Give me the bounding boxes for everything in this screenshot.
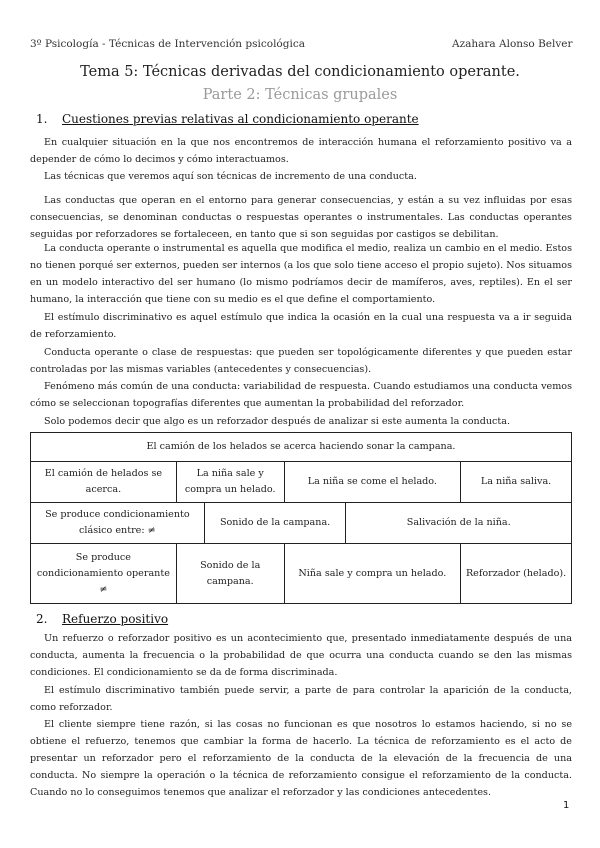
section-2-heading: [36, 612, 168, 626]
table-cell: Sonido de la campana.: [204, 503, 346, 544]
table-cell: La niña sale y compra un helado.: [176, 462, 284, 503]
header-author: Azahara Alonso Belver: [452, 38, 573, 50]
table-cell: Salivación de la niña.: [346, 503, 572, 544]
section-2-title: Refuerzo positivo: [62, 612, 169, 626]
paragraph: Conducta operante o clase de respuestas: que pueden ser topológicamente diferentes y que pueden estar controladas por las mismas variables (antecedentes y consecuencias).: [30, 347, 572, 375]
document-title: Tema 5: Técnicas derivadas del condicionamiento operante.: [80, 64, 520, 80]
header-course: 3º Psicología - Técnicas de Intervención psicológica: [30, 38, 305, 50]
paragraph: Las conductas que operan en el entorno para generar consecuencias, y están a su vez influidas por esas consecuencias, se denominan conductas o respuestas operantes o instrumentales. Las conductas operantes seguidas por reforzadores se fortaleceen, en tanto que si son seguidas por castigos se debilitan.: [30, 195, 572, 240]
paragraph: En cualquier situación en la que nos encontremos de interacción humana el reforzamiento positivo va a depender de cómo lo decimos y cómo interactuamos.: [30, 137, 572, 165]
table-row: [31, 503, 572, 544]
table-cell: Sonido de la campana.: [176, 544, 284, 604]
document-subtitle: Parte 2: Técnicas grupales: [202, 87, 398, 103]
table-row: [31, 433, 572, 462]
paragraph: El estímulo discriminativo es aquel estímulo que indica la ocasión en la cual una respuesta va a ir seguida de reforzamiento.: [30, 312, 572, 340]
table-cell: Se produce condicionamiento operante ≠: [31, 544, 177, 604]
paragraph: La conducta operante o instrumental es aquella que modifica el medio, realiza un cambio en el medio. Estos no tienen porqué ser externos, pueden ser internos (a los que solo tiene acceso el propio sujeto). Nos situamos en un modelo interactivo del ser humano (lo mismo podríamos decir de mamíferos, aves, reptiles). En el ser humano, la interacción que tiene con su medio es el que define el comportamiento.: [30, 243, 572, 305]
table-cell: Se produce condicionamiento clásico entre: ≠: [31, 503, 205, 544]
section-2-number: 2.: [36, 612, 48, 626]
conditioning-table: [30, 432, 572, 604]
table-row: [31, 462, 572, 503]
table-cell: La niña saliva.: [461, 462, 572, 503]
table-cell: Niña sale y compra un helado.: [284, 544, 461, 604]
paragraph: Un refuerzo o reforzador positivo es un acontecimiento que, presentado inmediatamente después de una conducta, aumenta la frecuencia o la probabilidad de que ocurra una conducta cuando se den las mismas condiciones. El condicionamiento se da de forma discriminada.: [30, 633, 572, 678]
section-1-heading: [36, 112, 419, 126]
paragraph: Las técnicas que veremos aquí son técnicas de incremento de una conducta.: [44, 171, 417, 182]
paragraph: El estímulo discriminativo también puede servir, a parte de para controlar la aparición de la conducta, como reforzador.: [30, 685, 572, 713]
paragraph: El cliente siempre tiene razón, si las cosas no funcionan es que nosotros lo estamos haciendo, si no se obtiene el refuerzo, tenemos que cambiar la forma de hacerlo. La técnica de reforzamiento es el acto de presentar un reforzador pero el reforzamiento de la conducta de la elevación de la frecuencia de una conducta. No siempre la operación o la técnica de reforzamiento consigue el reforzamiento de la conducta. Cuando no lo conseguimos tenemos que analizar el reforzador y las condiciones antecedentes.: [30, 719, 572, 798]
table-cell: El camión de los helados se acerca haciendo sonar la campana.: [31, 433, 572, 462]
table-row: [31, 544, 572, 604]
page-number: 1: [563, 800, 570, 811]
paragraph: Solo podemos decir que algo es un reforzador después de analizar si este aumenta la conducta.: [44, 416, 511, 427]
table-cell: El camión de helados se acerca.: [31, 462, 177, 503]
table-cell: La niña se come el helado.: [284, 462, 461, 503]
section-1-title: Cuestiones previas relativas al condicionamiento operante: [62, 112, 419, 126]
section-1-number: 1.: [36, 112, 48, 126]
paragraph: Fenómeno más común de una conducta: variabilidad de respuesta. Cuando estudiamos una conducta vemos cómo se seleccionan topografías diferentes que aumentan la probabilidad del reforzador.: [30, 381, 572, 409]
table-cell: Reforzador (helado).: [461, 544, 572, 604]
